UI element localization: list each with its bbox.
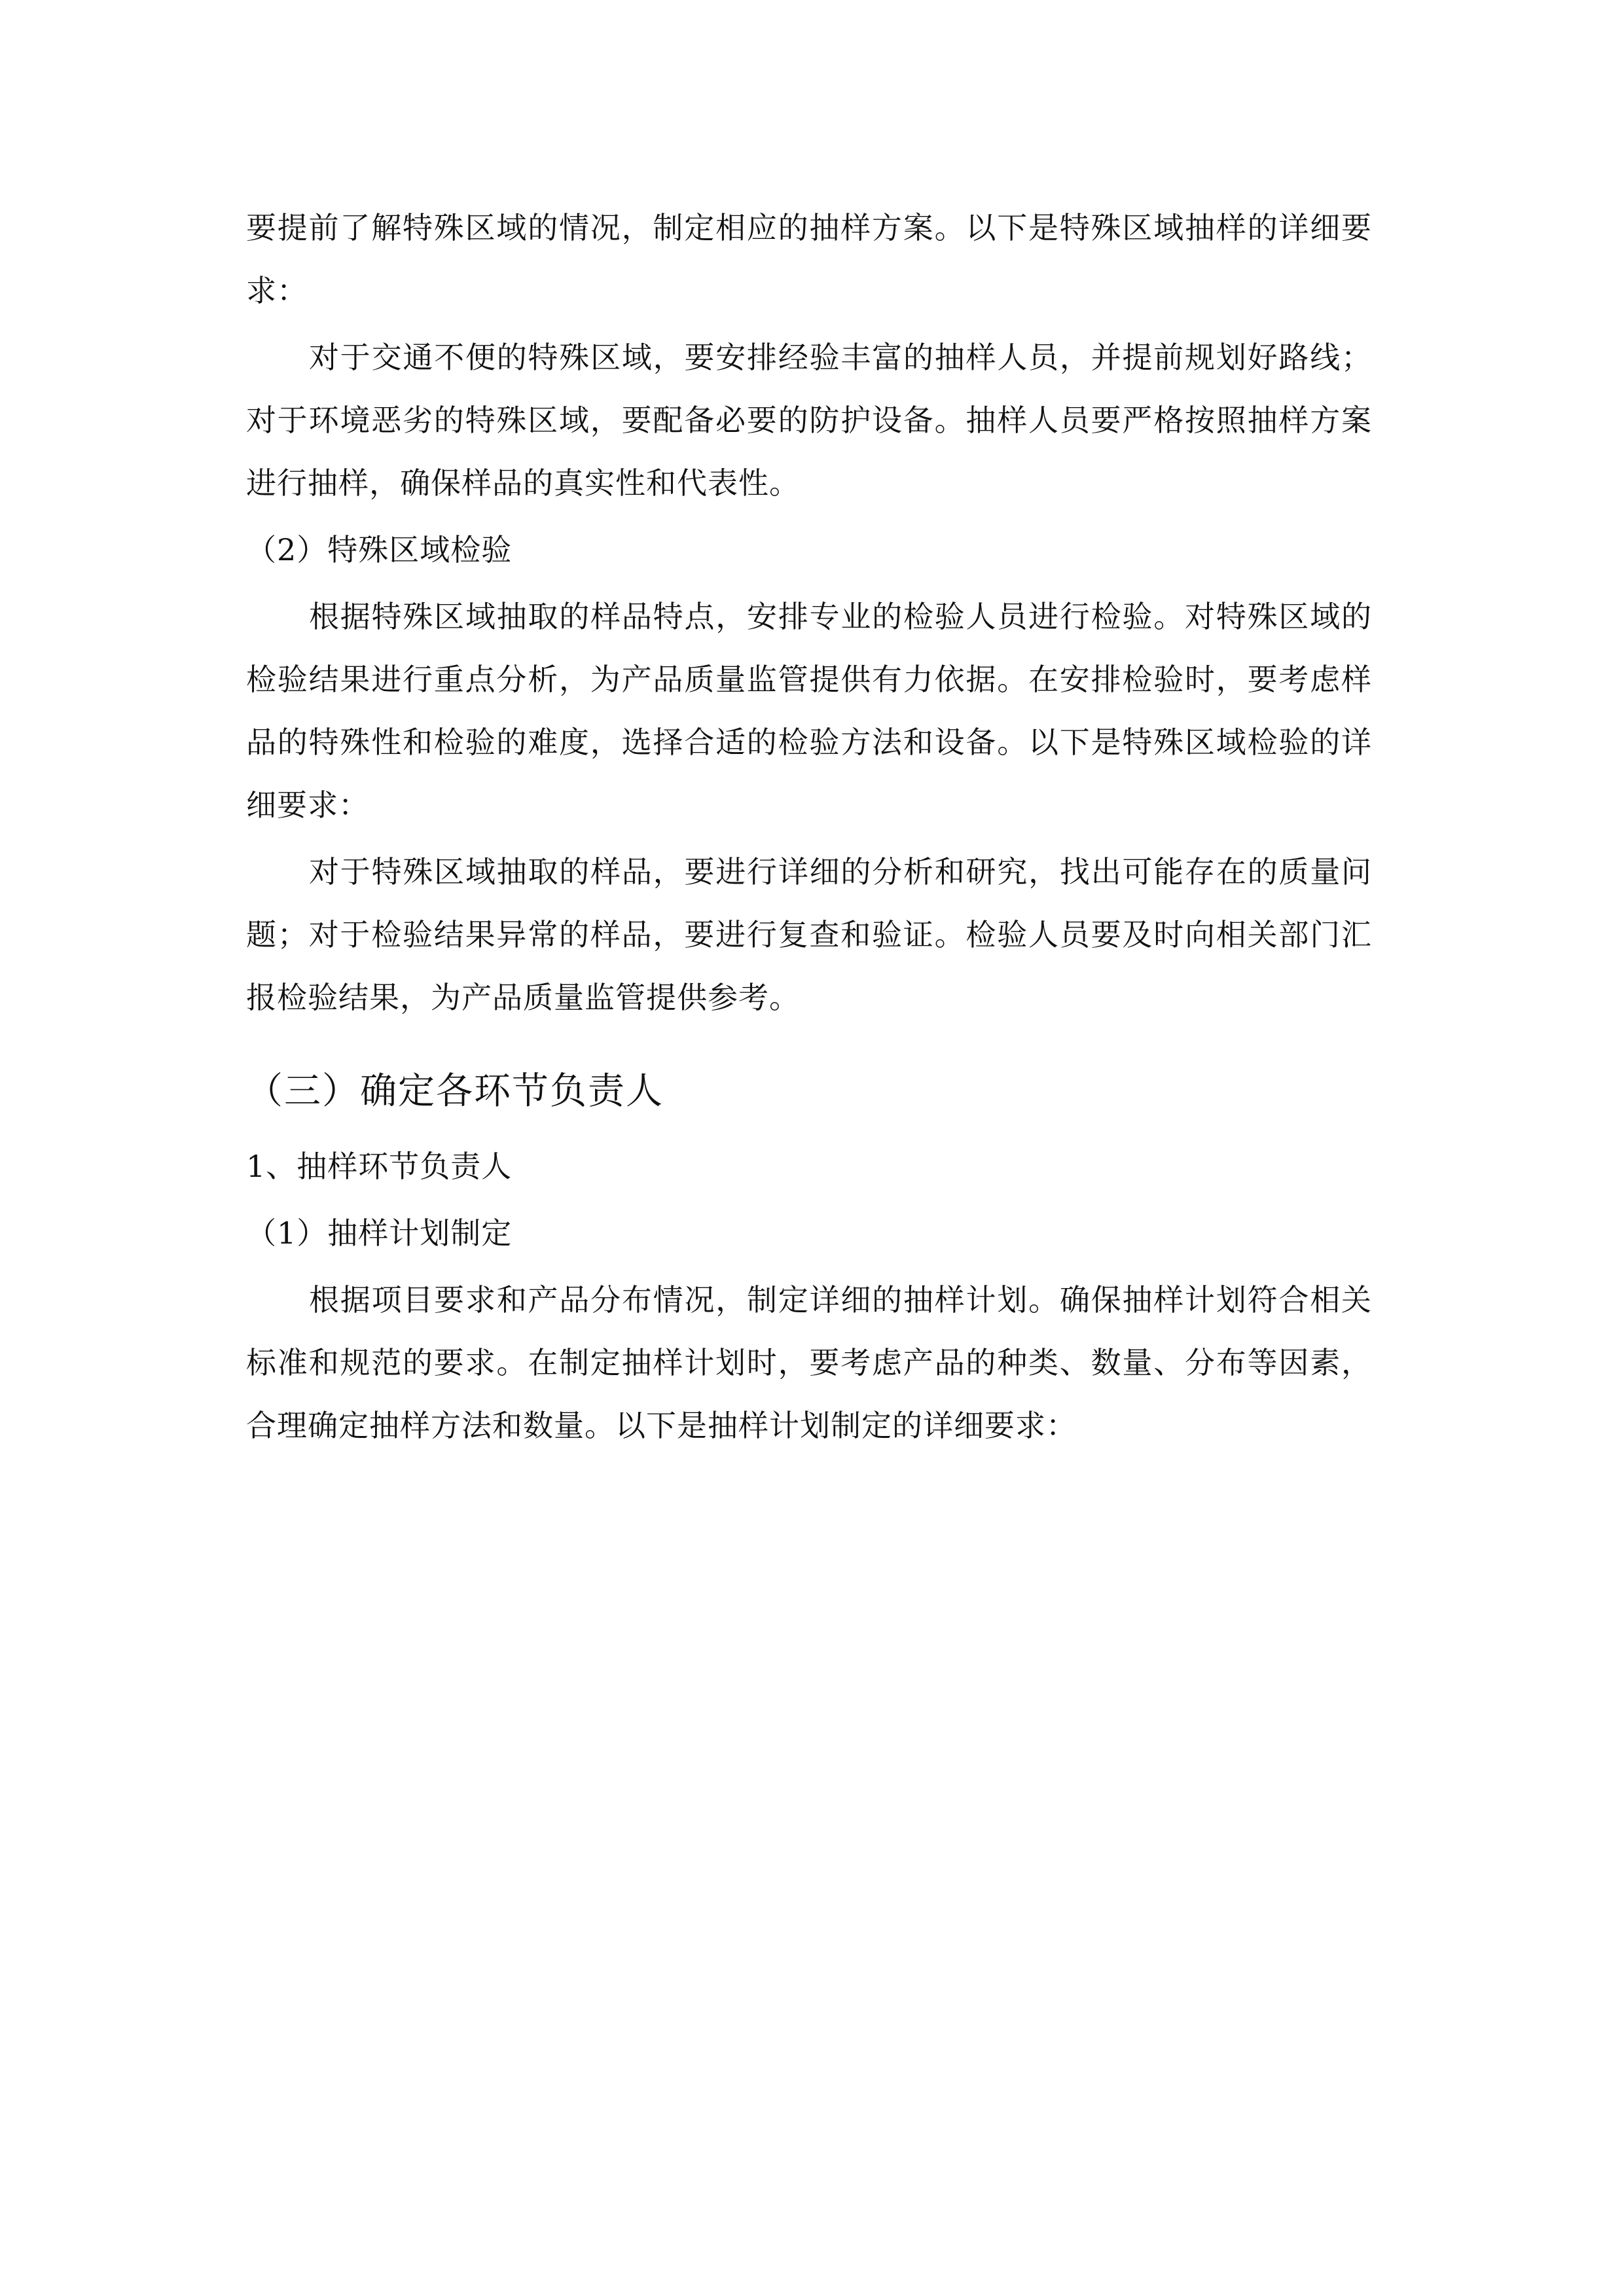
section-heading-responsible-persons: （三）确定各环节负责人 [246,1070,664,1113]
document-body [246,196,1372,1461]
paragraph-sampling-requirements: 对于交通不便的特殊区域，要安排经验丰富的抽样人员，并提前规划好路线；对于环境恶劣的特殊区域，要配备必要的防护设备。抽样人员要严格按照抽样方案进行抽样，确保样品的真实性和代表性。 [246,340,1372,501]
subheading-sampling-plan: （1）抽样计划制定 [246,1215,513,1251]
paragraph-inspection-arrangement: 根据特殊区域抽取的样品特点，安排专业的检验人员进行检验。对特殊区域的检验结果进行重点分析，为产品质量监管提供有力依据。在安排检验时，要考虑样品的特殊性和检验的难度，选择合适的检验方法和设备。以下是特殊区域检验的详细要求： [246,599,1372,823]
paragraph-continuation: 要提前了解特殊区域的情况，制定相应的抽样方案。以下是特殊区域抽样的详细要求： [246,210,1372,308]
paragraph-inspection-requirements: 对于特殊区域抽取的样品，要进行详细的分析和研究，找出可能存在的质量问题；对于检验结果异常的样品，要进行复查和验证。检验人员要及时向相关部门汇报检验结果，为产品质量监管提供参考。 [246,854,1372,1015]
subheading-sampling-responsible: 1、抽样环节负责人 [246,1149,513,1184]
subheading-special-area-inspection: （2）特殊区域检验 [246,532,513,567]
paragraph-sampling-plan: 根据项目要求和产品分布情况，制定详细的抽样计划。确保抽样计划符合相关标准和规范的要求。在制定抽样计划时，要考虑产品的种类、数量、分布等因素，合理确定抽样方法和数量。以下是抽样计划制定的详细要求： [246,1282,1372,1443]
